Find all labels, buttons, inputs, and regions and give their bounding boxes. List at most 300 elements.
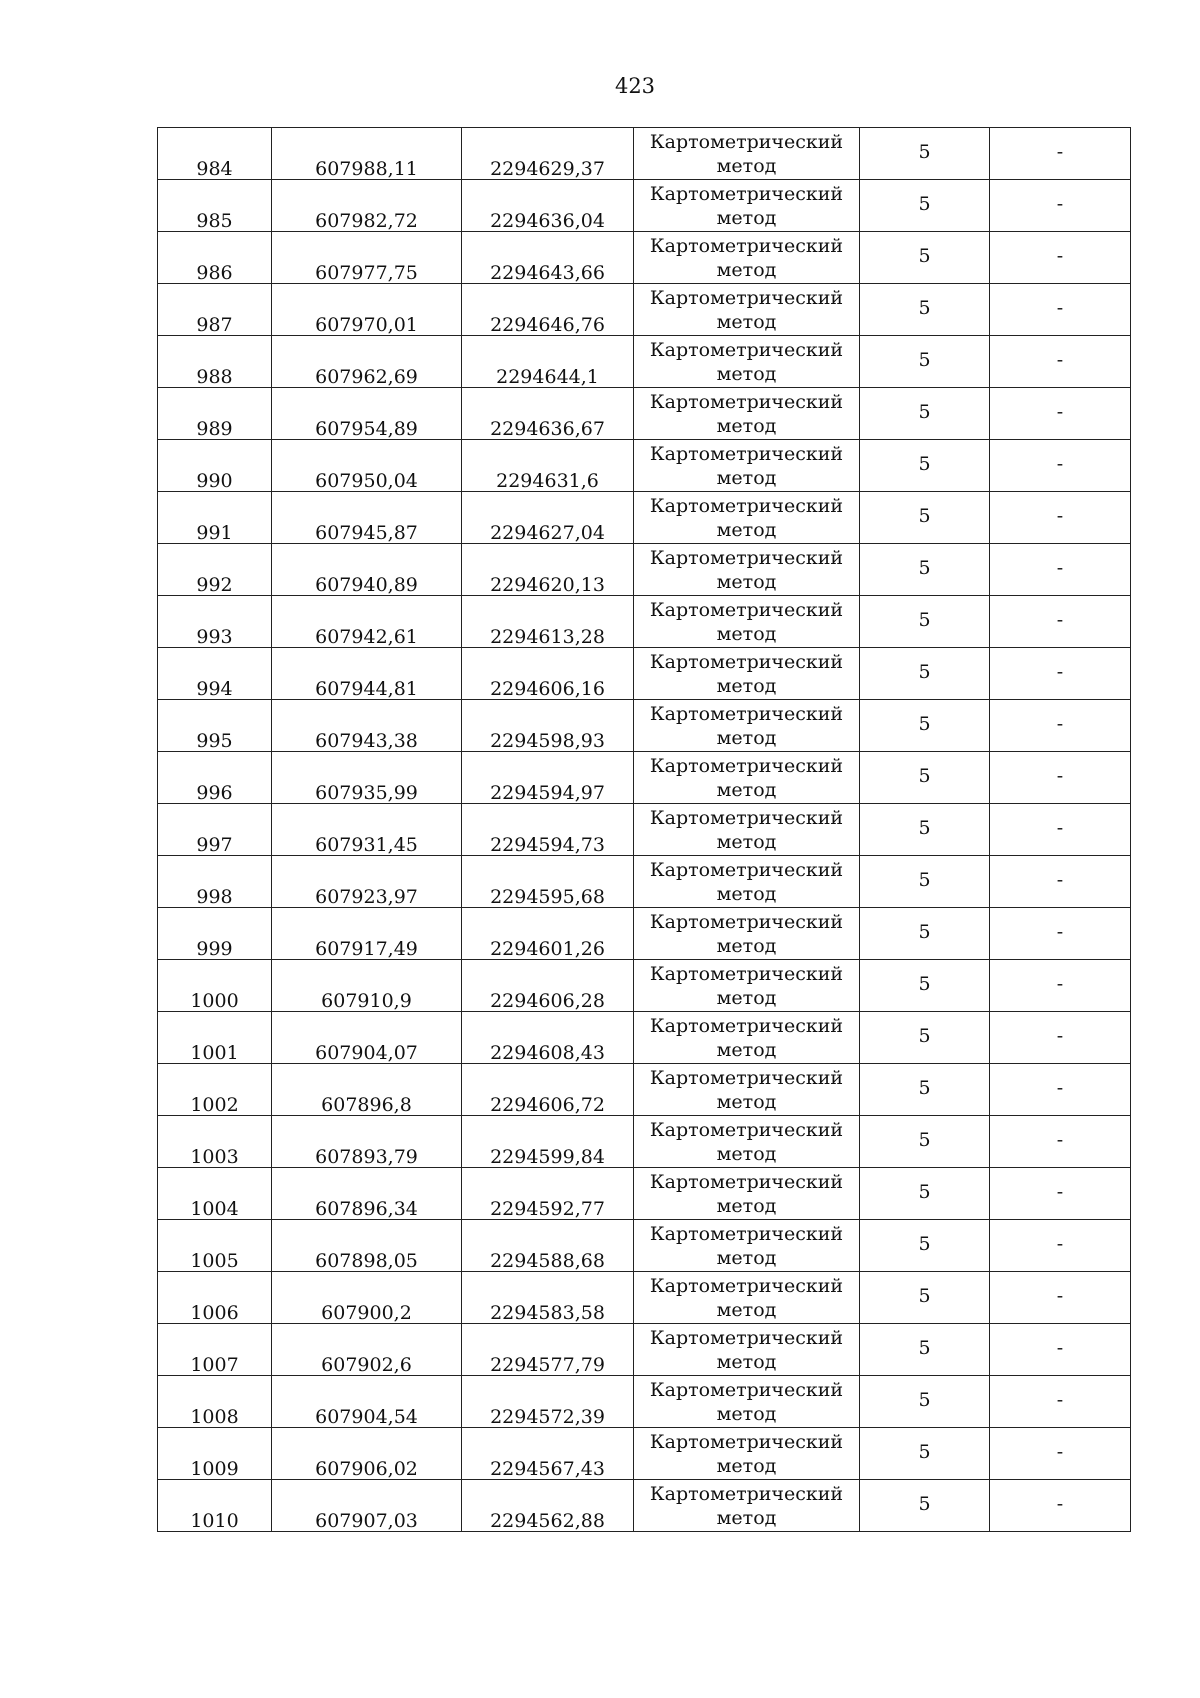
accuracy-cell bbox=[860, 804, 990, 856]
accuracy-value: 5 bbox=[918, 816, 931, 839]
note-cell bbox=[990, 1428, 1131, 1480]
x-coordinate-cell: 607982,72 bbox=[272, 180, 462, 232]
accuracy-cell bbox=[860, 440, 990, 492]
y-coordinate-cell: 2294627,04 bbox=[462, 492, 634, 544]
table-row bbox=[158, 1428, 1131, 1480]
method-line-1: Картометрический bbox=[649, 130, 844, 153]
note-value: - bbox=[1056, 1492, 1064, 1515]
y-coordinate-cell: 2294572,39 bbox=[462, 1376, 634, 1428]
accuracy-value: 5 bbox=[918, 1440, 931, 1463]
table-row bbox=[158, 752, 1131, 804]
note-cell bbox=[990, 128, 1131, 180]
method-line-1: Картометрический bbox=[649, 1378, 844, 1401]
accuracy-value: 5 bbox=[918, 244, 931, 267]
accuracy-value: 5 bbox=[918, 1180, 931, 1203]
y-coordinate-cell: 2294599,84 bbox=[462, 1116, 634, 1168]
accuracy-cell bbox=[860, 544, 990, 596]
accuracy-cell bbox=[860, 648, 990, 700]
method-line-2: метод bbox=[716, 206, 777, 229]
method-cell bbox=[634, 1012, 860, 1064]
point-number-cell: 1008 bbox=[158, 1376, 272, 1428]
y-coordinate-cell: 2294613,28 bbox=[462, 596, 634, 648]
method-line-1: Картометрический bbox=[649, 338, 844, 361]
x-coordinate-cell: 607900,2 bbox=[272, 1272, 462, 1324]
accuracy-value: 5 bbox=[918, 1024, 931, 1047]
method-cell bbox=[634, 1116, 860, 1168]
coordinates-table-body bbox=[158, 128, 1131, 1532]
note-cell bbox=[990, 804, 1131, 856]
note-value: - bbox=[1056, 660, 1064, 683]
method-line-2: метод bbox=[716, 362, 777, 385]
note-value: - bbox=[1056, 1440, 1064, 1463]
method-line-1: Картометрический bbox=[649, 1066, 844, 1089]
table-row bbox=[158, 128, 1131, 180]
method-cell bbox=[634, 492, 860, 544]
table-row bbox=[158, 1480, 1131, 1532]
note-value: - bbox=[1056, 920, 1064, 943]
method-line-2: метод bbox=[716, 882, 777, 905]
method-line-1: Картометрический bbox=[649, 1118, 844, 1141]
method-cell bbox=[634, 544, 860, 596]
x-coordinate-cell: 607904,54 bbox=[272, 1376, 462, 1428]
accuracy-value: 5 bbox=[918, 296, 931, 319]
table-row bbox=[158, 960, 1131, 1012]
method-line-2: метод bbox=[716, 934, 777, 957]
point-number-cell: 985 bbox=[158, 180, 272, 232]
method-line-2: метод bbox=[716, 986, 777, 1009]
note-value: - bbox=[1056, 1336, 1064, 1359]
point-number-cell: 987 bbox=[158, 284, 272, 336]
method-cell bbox=[634, 1480, 860, 1532]
accuracy-cell bbox=[860, 752, 990, 804]
x-coordinate-cell: 607896,8 bbox=[272, 1064, 462, 1116]
note-cell bbox=[990, 1480, 1131, 1532]
table-row bbox=[158, 492, 1131, 544]
method-line-1: Картометрический bbox=[649, 494, 844, 517]
note-value: - bbox=[1056, 1076, 1064, 1099]
accuracy-value: 5 bbox=[918, 1336, 931, 1359]
x-coordinate-cell: 607988,11 bbox=[272, 128, 462, 180]
x-coordinate-cell: 607940,89 bbox=[272, 544, 462, 596]
accuracy-value: 5 bbox=[918, 1076, 931, 1099]
method-line-1: Картометрический bbox=[649, 234, 844, 257]
point-number-cell: 991 bbox=[158, 492, 272, 544]
y-coordinate-cell: 2294631,6 bbox=[462, 440, 634, 492]
x-coordinate-cell: 607944,81 bbox=[272, 648, 462, 700]
note-cell bbox=[990, 960, 1131, 1012]
point-number-cell: 1005 bbox=[158, 1220, 272, 1272]
table-row bbox=[158, 232, 1131, 284]
point-number-cell: 995 bbox=[158, 700, 272, 752]
x-coordinate-cell: 607917,49 bbox=[272, 908, 462, 960]
note-cell bbox=[990, 180, 1131, 232]
note-cell bbox=[990, 1116, 1131, 1168]
point-number-cell: 988 bbox=[158, 336, 272, 388]
accuracy-value: 5 bbox=[918, 1128, 931, 1151]
note-value: - bbox=[1056, 504, 1064, 527]
note-value: - bbox=[1056, 348, 1064, 371]
table-row bbox=[158, 180, 1131, 232]
table-row bbox=[158, 1064, 1131, 1116]
method-line-1: Картометрический bbox=[649, 962, 844, 985]
table-row bbox=[158, 1116, 1131, 1168]
method-line-1: Картометрический bbox=[649, 754, 844, 777]
method-cell bbox=[634, 596, 860, 648]
accuracy-value: 5 bbox=[918, 868, 931, 891]
note-value: - bbox=[1056, 192, 1064, 215]
note-value: - bbox=[1056, 244, 1064, 267]
method-line-2: метод bbox=[716, 1090, 777, 1113]
method-cell bbox=[634, 1272, 860, 1324]
note-value: - bbox=[1056, 452, 1064, 475]
x-coordinate-cell: 607898,05 bbox=[272, 1220, 462, 1272]
method-line-2: метод bbox=[716, 310, 777, 333]
accuracy-value: 5 bbox=[918, 348, 931, 371]
method-line-2: метод bbox=[716, 466, 777, 489]
note-value: - bbox=[1056, 1128, 1064, 1151]
method-cell bbox=[634, 1324, 860, 1376]
accuracy-value: 5 bbox=[918, 192, 931, 215]
method-line-2: метод bbox=[716, 1506, 777, 1529]
table-row bbox=[158, 1168, 1131, 1220]
note-cell bbox=[990, 492, 1131, 544]
method-line-1: Картометрический bbox=[649, 390, 844, 413]
point-number-cell: 1004 bbox=[158, 1168, 272, 1220]
accuracy-cell bbox=[860, 1064, 990, 1116]
table-row bbox=[158, 856, 1131, 908]
method-line-2: метод bbox=[716, 1038, 777, 1061]
accuracy-cell bbox=[860, 1324, 990, 1376]
method-line-2: метод bbox=[716, 1402, 777, 1425]
accuracy-value: 5 bbox=[918, 452, 931, 475]
accuracy-value: 5 bbox=[918, 140, 931, 163]
table-row bbox=[158, 336, 1131, 388]
accuracy-cell bbox=[860, 908, 990, 960]
method-line-2: метод bbox=[716, 1298, 777, 1321]
table-row bbox=[158, 284, 1131, 336]
method-line-2: метод bbox=[716, 154, 777, 177]
point-number-cell: 993 bbox=[158, 596, 272, 648]
accuracy-value: 5 bbox=[918, 972, 931, 995]
point-number-cell: 984 bbox=[158, 128, 272, 180]
accuracy-cell bbox=[860, 232, 990, 284]
method-line-2: метод bbox=[716, 570, 777, 593]
accuracy-value: 5 bbox=[918, 556, 931, 579]
method-line-2: метод bbox=[716, 518, 777, 541]
y-coordinate-cell: 2294608,43 bbox=[462, 1012, 634, 1064]
note-value: - bbox=[1056, 608, 1064, 631]
accuracy-value: 5 bbox=[918, 1232, 931, 1255]
note-value: - bbox=[1056, 764, 1064, 787]
note-cell bbox=[990, 1012, 1131, 1064]
method-line-1: Картометрический bbox=[649, 910, 844, 933]
method-line-1: Картометрический bbox=[649, 1170, 844, 1193]
y-coordinate-cell: 2294636,67 bbox=[462, 388, 634, 440]
method-line-1: Картометрический bbox=[649, 1326, 844, 1349]
x-coordinate-cell: 607906,02 bbox=[272, 1428, 462, 1480]
accuracy-cell bbox=[860, 336, 990, 388]
point-number-cell: 1003 bbox=[158, 1116, 272, 1168]
method-line-2: метод bbox=[716, 1142, 777, 1165]
y-coordinate-cell: 2294598,93 bbox=[462, 700, 634, 752]
method-line-1: Картометрический bbox=[649, 182, 844, 205]
method-line-1: Картометрический bbox=[649, 546, 844, 569]
y-coordinate-cell: 2294588,68 bbox=[462, 1220, 634, 1272]
method-line-2: метод bbox=[716, 1246, 777, 1269]
accuracy-value: 5 bbox=[918, 660, 931, 683]
method-line-1: Картометрический bbox=[649, 1274, 844, 1297]
method-cell bbox=[634, 128, 860, 180]
y-coordinate-cell: 2294592,77 bbox=[462, 1168, 634, 1220]
note-value: - bbox=[1056, 712, 1064, 735]
x-coordinate-cell: 607970,01 bbox=[272, 284, 462, 336]
accuracy-cell bbox=[860, 1272, 990, 1324]
method-cell bbox=[634, 284, 860, 336]
method-cell bbox=[634, 856, 860, 908]
x-coordinate-cell: 607945,87 bbox=[272, 492, 462, 544]
note-cell bbox=[990, 648, 1131, 700]
accuracy-value: 5 bbox=[918, 1492, 931, 1515]
method-line-1: Картометрический bbox=[649, 650, 844, 673]
accuracy-cell bbox=[860, 856, 990, 908]
method-line-2: метод bbox=[716, 258, 777, 281]
accuracy-value: 5 bbox=[918, 712, 931, 735]
x-coordinate-cell: 607977,75 bbox=[272, 232, 462, 284]
accuracy-value: 5 bbox=[918, 1388, 931, 1411]
accuracy-value: 5 bbox=[918, 504, 931, 527]
point-number-cell: 1009 bbox=[158, 1428, 272, 1480]
note-value: - bbox=[1056, 1024, 1064, 1047]
accuracy-cell bbox=[860, 960, 990, 1012]
accuracy-value: 5 bbox=[918, 920, 931, 943]
note-cell bbox=[990, 908, 1131, 960]
accuracy-cell bbox=[860, 284, 990, 336]
x-coordinate-cell: 607902,6 bbox=[272, 1324, 462, 1376]
method-cell bbox=[634, 804, 860, 856]
method-cell bbox=[634, 1428, 860, 1480]
method-cell bbox=[634, 1168, 860, 1220]
table-row bbox=[158, 388, 1131, 440]
x-coordinate-cell: 607904,07 bbox=[272, 1012, 462, 1064]
note-cell bbox=[990, 1376, 1131, 1428]
table-row bbox=[158, 1324, 1131, 1376]
accuracy-value: 5 bbox=[918, 1284, 931, 1307]
accuracy-cell bbox=[860, 1376, 990, 1428]
x-coordinate-cell: 607943,38 bbox=[272, 700, 462, 752]
method-cell bbox=[634, 1376, 860, 1428]
y-coordinate-cell: 2294577,79 bbox=[462, 1324, 634, 1376]
accuracy-cell bbox=[860, 492, 990, 544]
method-line-2: метод bbox=[716, 778, 777, 801]
table-row bbox=[158, 700, 1131, 752]
method-cell bbox=[634, 180, 860, 232]
accuracy-value: 5 bbox=[918, 608, 931, 631]
point-number-cell: 996 bbox=[158, 752, 272, 804]
note-value: - bbox=[1056, 1232, 1064, 1255]
method-line-1: Картометрический bbox=[649, 1014, 844, 1037]
method-cell bbox=[634, 1064, 860, 1116]
note-cell bbox=[990, 1272, 1131, 1324]
x-coordinate-cell: 607935,99 bbox=[272, 752, 462, 804]
accuracy-cell bbox=[860, 1428, 990, 1480]
note-cell bbox=[990, 700, 1131, 752]
note-value: - bbox=[1056, 1388, 1064, 1411]
point-number-cell: 989 bbox=[158, 388, 272, 440]
note-cell bbox=[990, 440, 1131, 492]
accuracy-value: 5 bbox=[918, 764, 931, 787]
y-coordinate-cell: 2294601,26 bbox=[462, 908, 634, 960]
note-value: - bbox=[1056, 140, 1064, 163]
y-coordinate-cell: 2294646,76 bbox=[462, 284, 634, 336]
table-row bbox=[158, 596, 1131, 648]
note-value: - bbox=[1056, 868, 1064, 891]
x-coordinate-cell: 607910,9 bbox=[272, 960, 462, 1012]
accuracy-cell bbox=[860, 1220, 990, 1272]
x-coordinate-cell: 607962,69 bbox=[272, 336, 462, 388]
method-cell bbox=[634, 388, 860, 440]
point-number-cell: 990 bbox=[158, 440, 272, 492]
x-coordinate-cell: 607923,97 bbox=[272, 856, 462, 908]
method-cell bbox=[634, 700, 860, 752]
y-coordinate-cell: 2294562,88 bbox=[462, 1480, 634, 1532]
note-cell bbox=[990, 1064, 1131, 1116]
y-coordinate-cell: 2294629,37 bbox=[462, 128, 634, 180]
point-number-cell: 994 bbox=[158, 648, 272, 700]
table-row bbox=[158, 908, 1131, 960]
method-cell bbox=[634, 960, 860, 1012]
y-coordinate-cell: 2294583,58 bbox=[462, 1272, 634, 1324]
method-cell bbox=[634, 752, 860, 804]
y-coordinate-cell: 2294606,72 bbox=[462, 1064, 634, 1116]
table-row bbox=[158, 544, 1131, 596]
note-value: - bbox=[1056, 1180, 1064, 1203]
method-line-2: метод bbox=[716, 1194, 777, 1217]
y-coordinate-cell: 2294644,1 bbox=[462, 336, 634, 388]
method-line-1: Картометрический bbox=[649, 442, 844, 465]
accuracy-cell bbox=[860, 1012, 990, 1064]
point-number-cell: 998 bbox=[158, 856, 272, 908]
y-coordinate-cell: 2294620,13 bbox=[462, 544, 634, 596]
y-coordinate-cell: 2294595,68 bbox=[462, 856, 634, 908]
table-row bbox=[158, 440, 1131, 492]
point-number-cell: 992 bbox=[158, 544, 272, 596]
y-coordinate-cell: 2294606,16 bbox=[462, 648, 634, 700]
note-value: - bbox=[1056, 400, 1064, 423]
method-line-1: Картометрический bbox=[649, 286, 844, 309]
note-cell bbox=[990, 856, 1131, 908]
method-line-1: Картометрический bbox=[649, 1482, 844, 1505]
method-line-2: метод bbox=[716, 674, 777, 697]
point-number-cell: 986 bbox=[158, 232, 272, 284]
note-cell bbox=[990, 1168, 1131, 1220]
accuracy-cell bbox=[860, 180, 990, 232]
coordinates-table bbox=[157, 127, 1131, 1532]
y-coordinate-cell: 2294567,43 bbox=[462, 1428, 634, 1480]
page-number: 423 bbox=[614, 74, 656, 98]
x-coordinate-cell: 607931,45 bbox=[272, 804, 462, 856]
point-number-cell: 1007 bbox=[158, 1324, 272, 1376]
accuracy-cell bbox=[860, 388, 990, 440]
method-line-1: Картометрический bbox=[649, 598, 844, 621]
x-coordinate-cell: 607893,79 bbox=[272, 1116, 462, 1168]
point-number-cell: 1010 bbox=[158, 1480, 272, 1532]
x-coordinate-cell: 607896,34 bbox=[272, 1168, 462, 1220]
method-line-1: Картометрический bbox=[649, 858, 844, 881]
note-cell bbox=[990, 388, 1131, 440]
note-cell bbox=[990, 232, 1131, 284]
method-cell bbox=[634, 440, 860, 492]
y-coordinate-cell: 2294636,04 bbox=[462, 180, 634, 232]
note-value: - bbox=[1056, 556, 1064, 579]
method-line-1: Картометрический bbox=[649, 806, 844, 829]
x-coordinate-cell: 607950,04 bbox=[272, 440, 462, 492]
note-cell bbox=[990, 1220, 1131, 1272]
table-row bbox=[158, 1376, 1131, 1428]
accuracy-cell bbox=[860, 1168, 990, 1220]
method-line-2: метод bbox=[716, 622, 777, 645]
y-coordinate-cell: 2294606,28 bbox=[462, 960, 634, 1012]
note-cell bbox=[990, 1324, 1131, 1376]
table-row bbox=[158, 1272, 1131, 1324]
method-line-2: метод bbox=[716, 1350, 777, 1373]
note-cell bbox=[990, 544, 1131, 596]
method-line-1: Картометрический bbox=[649, 1222, 844, 1245]
note-cell bbox=[990, 752, 1131, 804]
point-number-cell: 1002 bbox=[158, 1064, 272, 1116]
accuracy-cell bbox=[860, 1480, 990, 1532]
y-coordinate-cell: 2294594,97 bbox=[462, 752, 634, 804]
method-line-2: метод bbox=[716, 830, 777, 853]
method-line-1: Картометрический bbox=[649, 1430, 844, 1453]
point-number-cell: 997 bbox=[158, 804, 272, 856]
note-cell bbox=[990, 596, 1131, 648]
point-number-cell: 1006 bbox=[158, 1272, 272, 1324]
note-value: - bbox=[1056, 972, 1064, 995]
accuracy-cell bbox=[860, 1116, 990, 1168]
method-cell bbox=[634, 648, 860, 700]
accuracy-value: 5 bbox=[918, 400, 931, 423]
method-cell bbox=[634, 1220, 860, 1272]
note-cell bbox=[990, 284, 1131, 336]
method-line-2: метод bbox=[716, 726, 777, 749]
point-number-cell: 1000 bbox=[158, 960, 272, 1012]
note-cell bbox=[990, 336, 1131, 388]
accuracy-cell bbox=[860, 128, 990, 180]
point-number-cell: 999 bbox=[158, 908, 272, 960]
method-cell bbox=[634, 232, 860, 284]
table-row bbox=[158, 648, 1131, 700]
method-line-2: метод bbox=[716, 1454, 777, 1477]
y-coordinate-cell: 2294594,73 bbox=[462, 804, 634, 856]
method-line-2: метод bbox=[716, 414, 777, 437]
note-value: - bbox=[1056, 816, 1064, 839]
method-cell bbox=[634, 908, 860, 960]
y-coordinate-cell: 2294643,66 bbox=[462, 232, 634, 284]
x-coordinate-cell: 607954,89 bbox=[272, 388, 462, 440]
method-line-1: Картометрический bbox=[649, 702, 844, 725]
note-value: - bbox=[1056, 296, 1064, 319]
accuracy-cell bbox=[860, 700, 990, 752]
accuracy-cell bbox=[860, 596, 990, 648]
note-value: - bbox=[1056, 1284, 1064, 1307]
table-row bbox=[158, 1220, 1131, 1272]
method-cell bbox=[634, 336, 860, 388]
point-number-cell: 1001 bbox=[158, 1012, 272, 1064]
table-row bbox=[158, 1012, 1131, 1064]
table-row bbox=[158, 804, 1131, 856]
x-coordinate-cell: 607907,03 bbox=[272, 1480, 462, 1532]
x-coordinate-cell: 607942,61 bbox=[272, 596, 462, 648]
